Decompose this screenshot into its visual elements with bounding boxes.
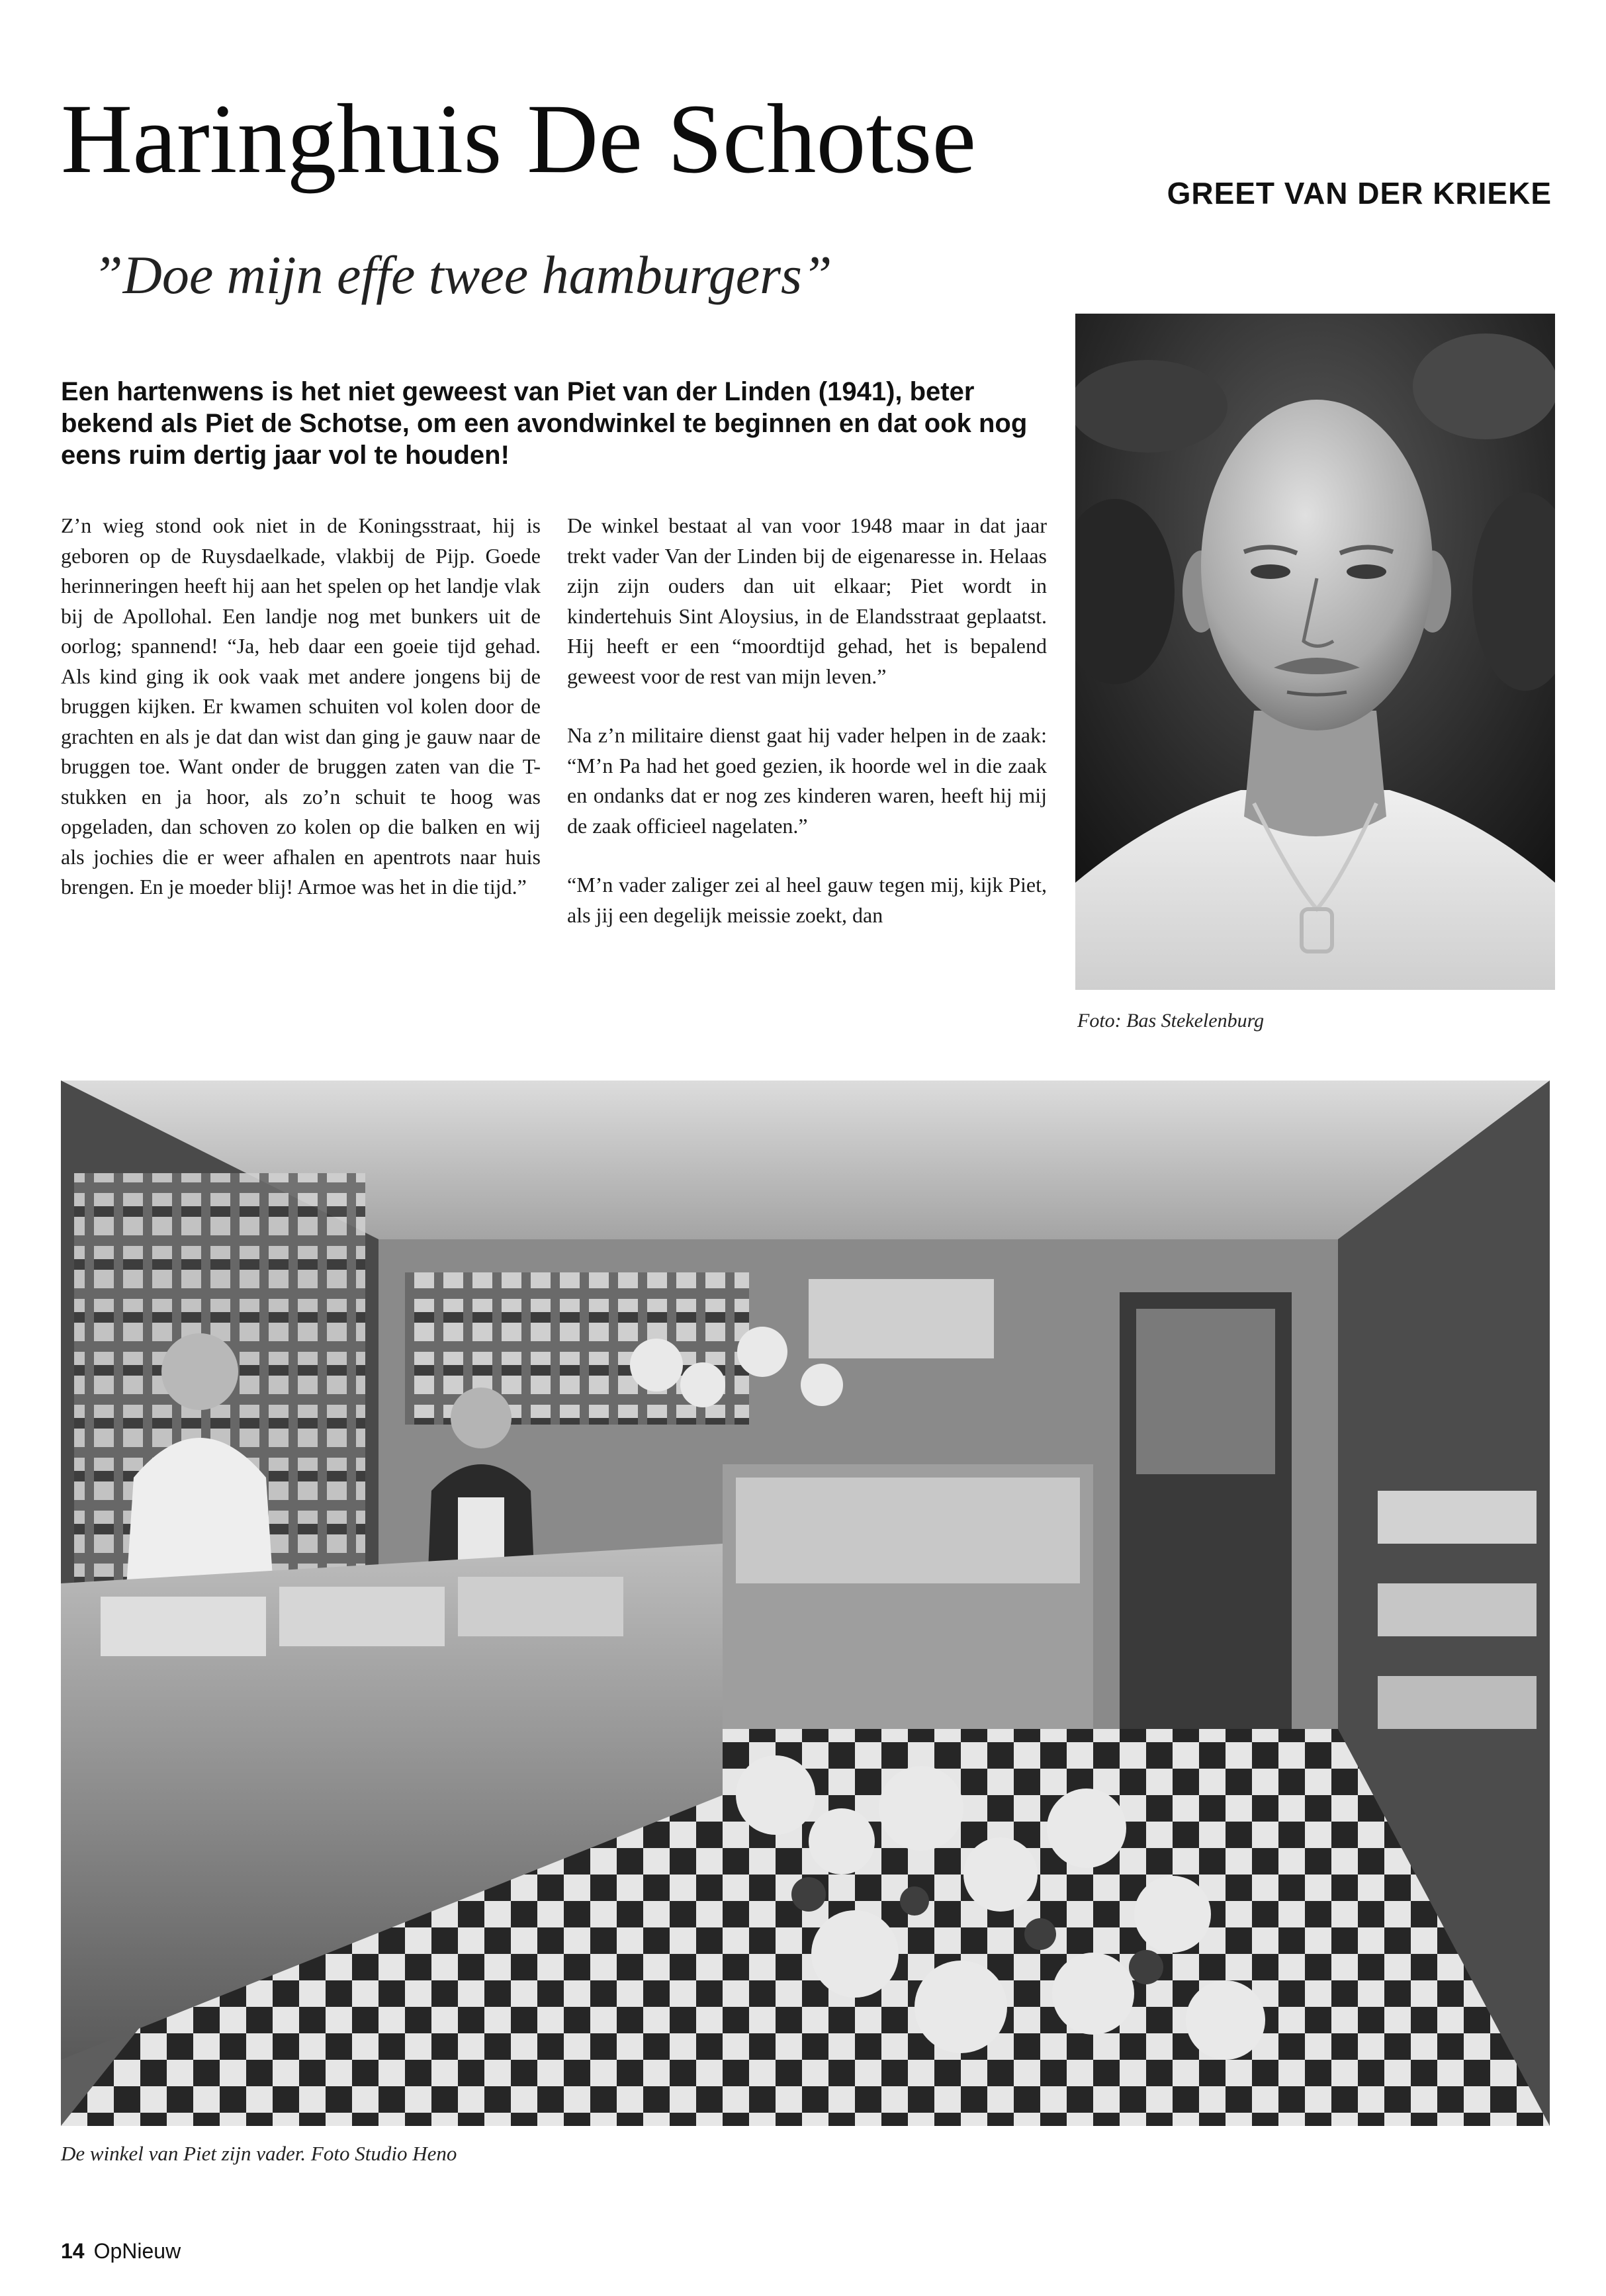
portrait-caption: Foto: Bas Stekelenburg — [1077, 1010, 1265, 1032]
shop-caption: De winkel van Piet zijn vader. Foto Studio Heno — [61, 2142, 457, 2165]
magazine-name: OpNieuw — [93, 2239, 181, 2263]
body-paragraph: De winkel bestaat al van voor 1948 maar in dat jaar trekt vader Van der Linden bij de eigenaresse in. Helaas zijn zijn ouders dan uit elkaar; Piet wordt in kindertehuis Sint Aloysius, in de Elandsstraat geplaatst. Hij heeft er een “moordtijd gehad, het is bepalend geweest voor de rest van mijn leven.” — [567, 513, 1047, 688]
text-column-left — [61, 511, 541, 932]
author-byline: GREET VAN DER KRIEKE — [1167, 176, 1552, 210]
page-number: 14 — [61, 2239, 85, 2263]
article-title: Haringhuis De Schotse — [61, 84, 977, 194]
page-footer — [61, 2239, 181, 2264]
text-column-middle — [567, 511, 1047, 959]
body-paragraph: Na z’n militaire dienst gaat hij vader helpen in de zaak: “M’n Pa had het goed gezien, ik hoorde wel in die zaak en ondanks dat er nog zes kinderen waren, heeft hij mij de zaak officieel nagelaten.” — [567, 723, 1047, 838]
body-paragraph: Z’n wieg stond ook niet in de Koningsstraat, hij is geboren op de Ruysdaelkade, vlakbij de Pijp. Goede herinneringen heeft hij aan het spelen op het landje vlak bij de Apollohal. Een landje nog met bunkers uit de oorlog; spannend! “Ja, heb daar een goeie tijd gehad. Als kind ging ik ook vaak met andere jongens bij de bruggen kijken. Er kwamen schuiten vol kolen door de grachten en als je dat dan wist dan ging je gauw naar de bruggen toe. Want onder de bruggen zaten van die T-stukken en ja hoor, als zo’n schuit te hoog was opgeladen, dan schoven zo kolen op die balken en wij als jochies die er weer afhalen en apentrots naar huis brengen. En je moeder blij! Armoe was het in die tijd.” — [61, 513, 541, 899]
shop-photo — [61, 1081, 1550, 2126]
intro-paragraph: Een hartenwens is het niet geweest van Piet van der Linden (1941), beter bekend als Piet de Schotse, om een avondwinkel te beginnen en dat ook nog eens ruim dertig jaar vol te houden! — [61, 377, 1028, 470]
article-subtitle: ”Doe mijn effe twee hamburgers” — [93, 245, 832, 305]
body-paragraph: “M’n vader zaliger zei al heel gauw tegen mij, kijk Piet, als jij een degelijk meissie zoekt, dan — [567, 873, 1047, 927]
portrait-photo — [1075, 314, 1555, 990]
